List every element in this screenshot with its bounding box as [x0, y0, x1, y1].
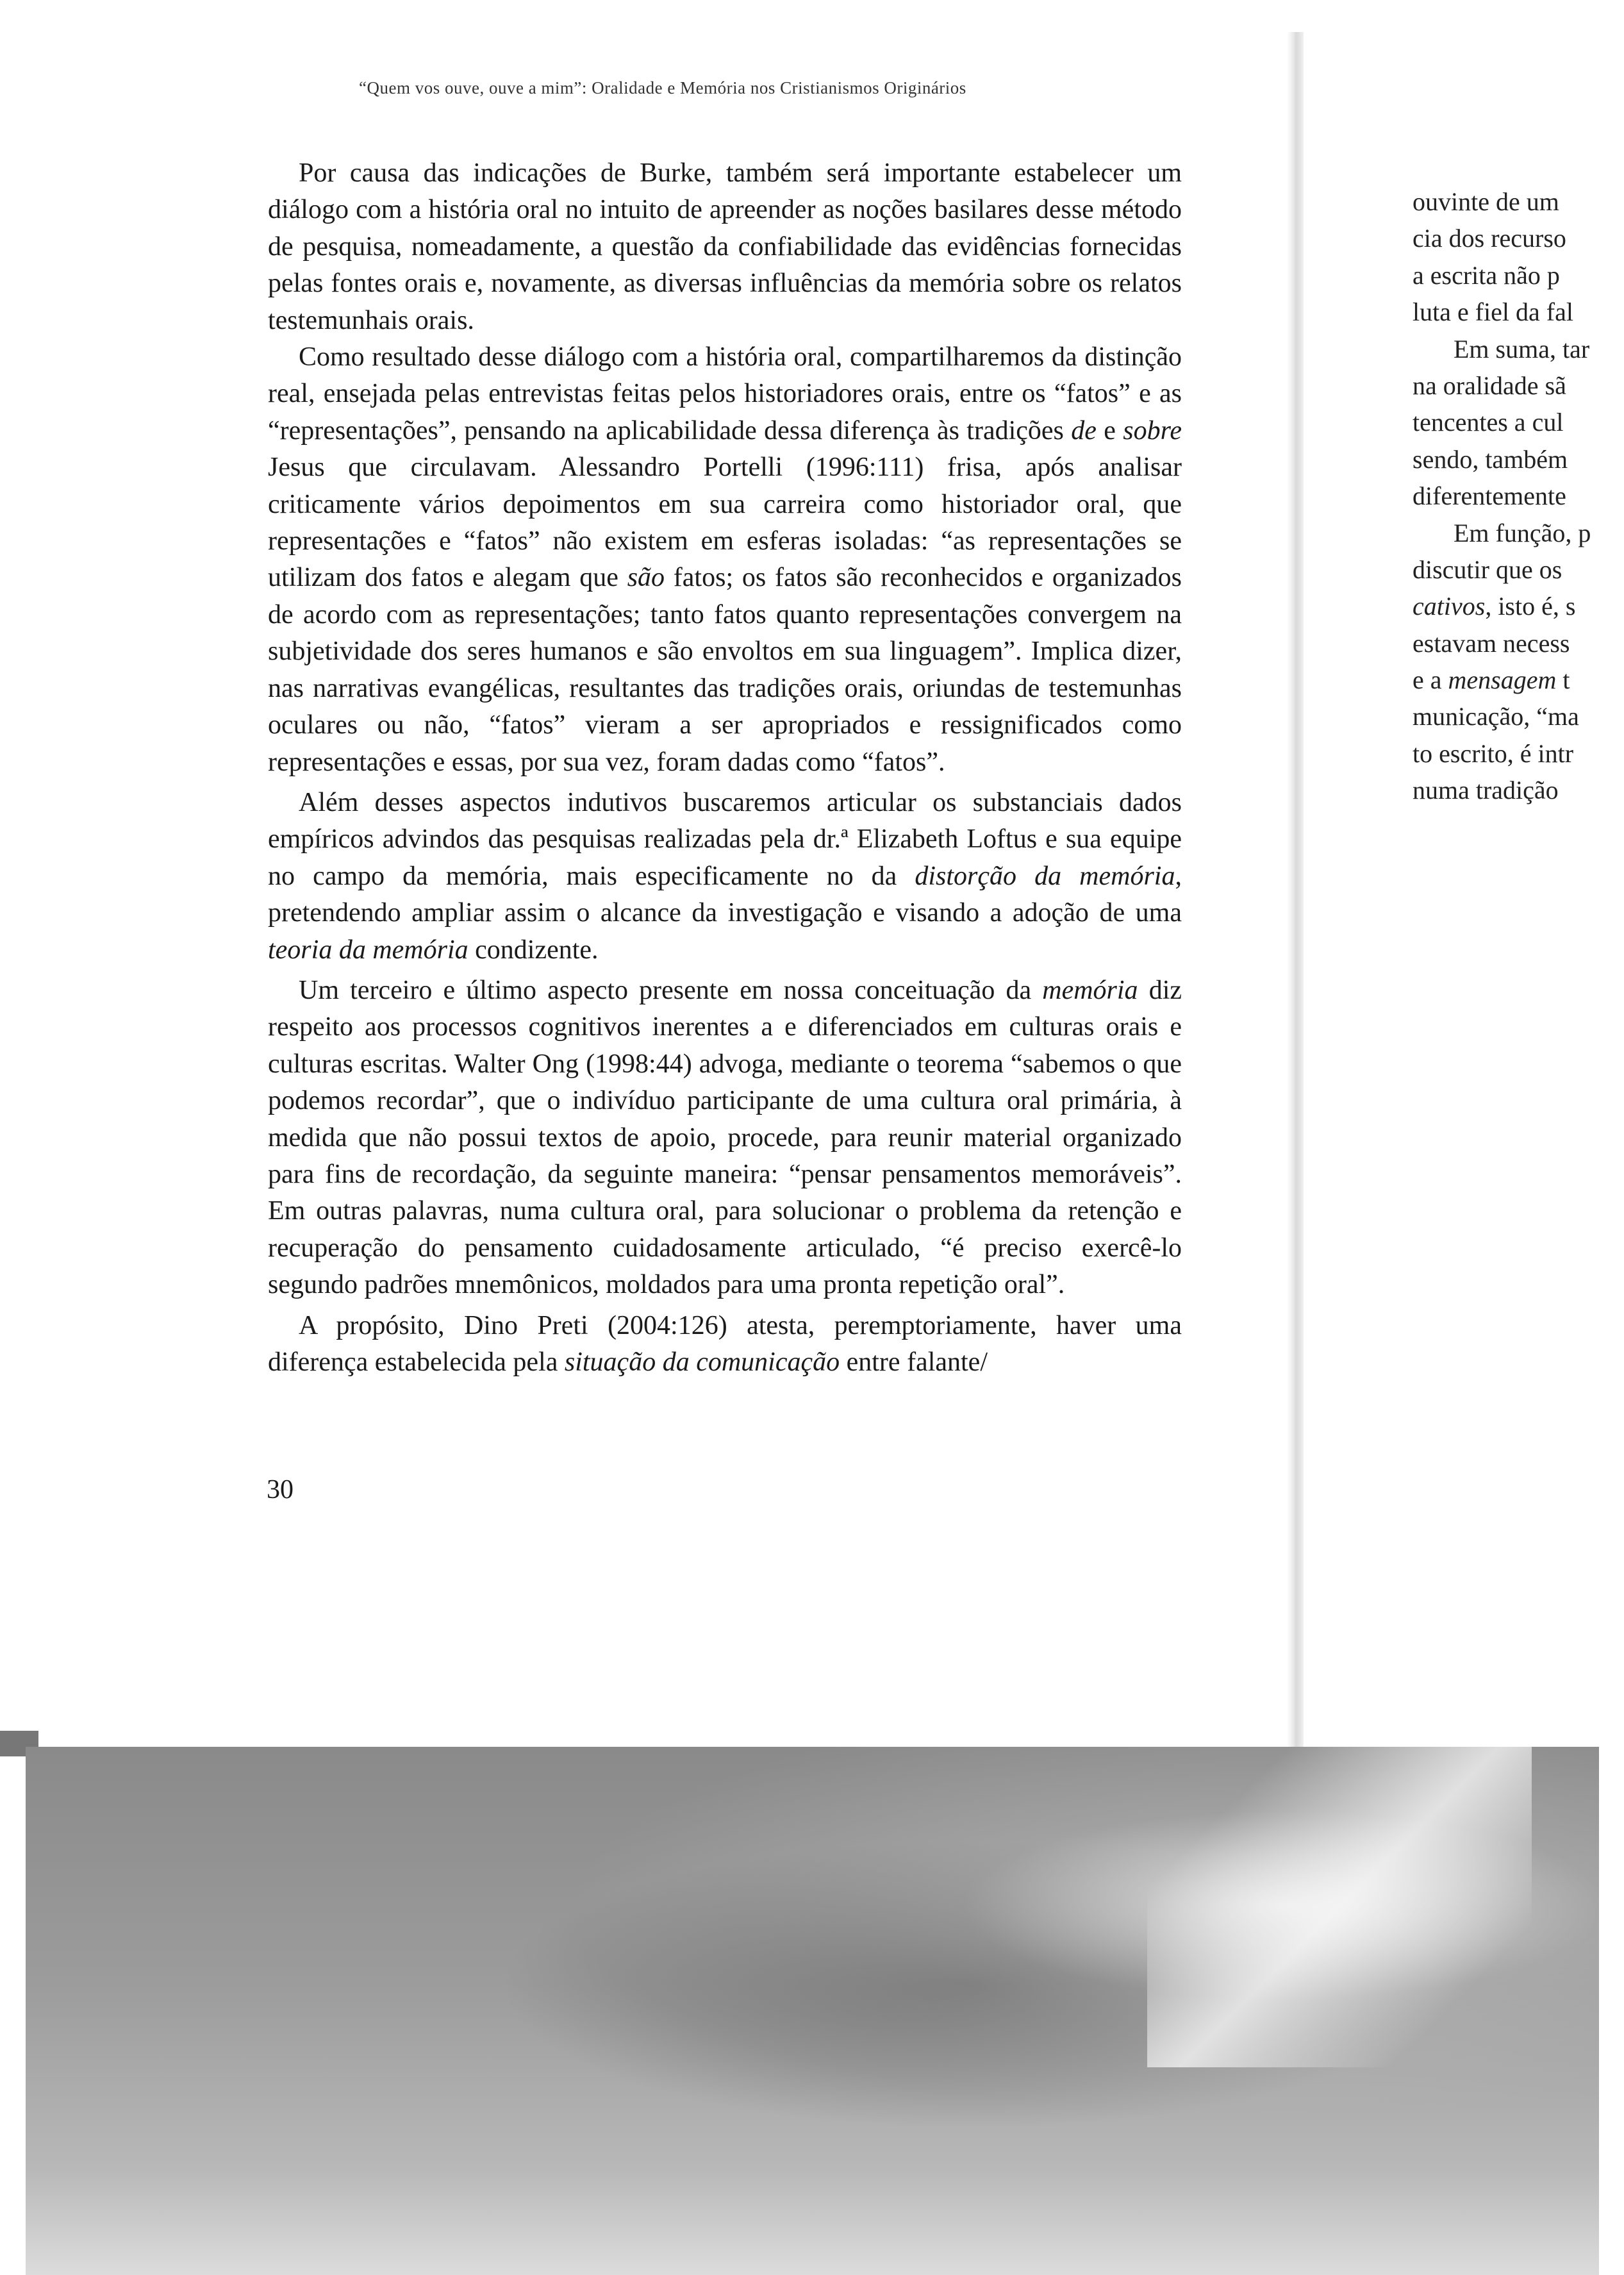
right-line: sendo, também [1413, 444, 1568, 474]
right-line: cativos, isto é, s [1413, 592, 1576, 621]
right-line: numa tradição [1413, 776, 1559, 805]
right-line: Em função, p [1454, 518, 1591, 547]
scanner-background-area [26, 1747, 1599, 2275]
right-line: luta e fiel da fal [1413, 297, 1573, 327]
body-text [268, 155, 1182, 1381]
paragraph: Um terceiro e último aspecto presente em nossa conceituação da memória diz respeito aos processos cognitivos inerentes a e diferenciados em culturas orais e culturas escritas. Walter Ong (1998:44) advoga, mediante o teorema “sabemos o que podemos recordar”, que o indivíduo participante de uma cultura oral primária, à medida que não possui textos de apoio, procede, para reunir material organizado para fins de recordação, da seguinte maneira: “pensar pensamentos memoráveis”. Em outras palavras, numa cultura oral, para solucionar o problema da retenção e recuperação do pensamento cuidadosamente articulado, “é preciso exercê-lo segundo padrões mnemônicos, moldados para uma pronta repetição oral”. [268, 975, 1182, 1300]
right-line: municação, “ma [1413, 702, 1579, 731]
right-line: cia dos recurso [1413, 224, 1566, 253]
running-head: “Quem vos ouve, ouve a mim”: Oralidade e Memória nos Cristianismos Originários [359, 78, 966, 97]
right-line: na oralidade sã [1413, 371, 1566, 400]
right-line: ouvinte de um [1413, 187, 1559, 216]
right-line: estavam necess [1413, 628, 1570, 658]
page-gutter [1287, 32, 1304, 1763]
page-number: 30 [267, 1475, 294, 1504]
right-line: e a mensagem t [1413, 665, 1570, 695]
right-line: discutir que os [1413, 554, 1562, 584]
paragraph: Além desses aspectos indutivos buscaremos articular os substanciais dados empíricos advindos das pesquisas realizadas pela dr.ª Elizabeth Loftus e sua equipe no campo da memória, mais especificamente no da distorção da memória, pretendendo ampliar assim o alcance da investigação e visando a adoção de uma teoria da memória condizente. [268, 787, 1182, 965]
right-page-fragment [1304, 0, 1624, 1724]
right-line: to escrito, é intr [1413, 738, 1574, 768]
light-reflection [1147, 1747, 1532, 2067]
paragraph: A propósito, Dino Preti (2004:126) atesta, peremptoriamente, haver uma diferença estabelecida pela situação da comunicação entre falante/ [268, 1310, 1182, 1377]
right-line: a escrita não p [1413, 260, 1560, 290]
paragraph: Como resultado desse diálogo com a história oral, compartilharemos da distinção real, ensejada pelas entrevistas feitas pelos historiadores orais, entre os “fatos” e as “representações”, pensando na aplicabilidade dessa diferença às tradições de e sobre Jesus que circulavam. Alessandro Portelli (1996:111) frisa, após analisar criticamente vários depoimentos em sua carreira como historiador oral, que representações e “fatos” não existem em esferas isoladas: “as representações se utilizam dos fatos e alegam que são fatos; os fatos são reconhecidos e organizados de acordo com as representações; tanto fatos quanto representações convergem na subjetividade dos seres humanos e são envoltos em sua linguagem”. Implica dizer, nas narrativas evangélicas, resultantes das tradições orais, oriundas de testemunhas oculares ou não, “fatos” vieram a ser apropriados e ressignificados como representações e essas, por sua vez, foram dadas como “fatos”. [268, 342, 1182, 777]
paragraph: Por causa das indicações de Burke, também será importante estabelecer um diálogo com a história oral no intuito de apreender as noções basilares desse método de pesquisa, nomeadamente, a questão da confiabilidade das evidências fornecidas pelas fontes orais e, novamente, as diversas influências da memória sobre os relatos testemunhais orais. [268, 158, 1182, 335]
right-line: Em suma, tar [1454, 334, 1590, 363]
right-line: diferentemente [1413, 481, 1566, 511]
right-line: tencentes a cul [1413, 408, 1564, 437]
right-page-text [1413, 183, 1624, 809]
